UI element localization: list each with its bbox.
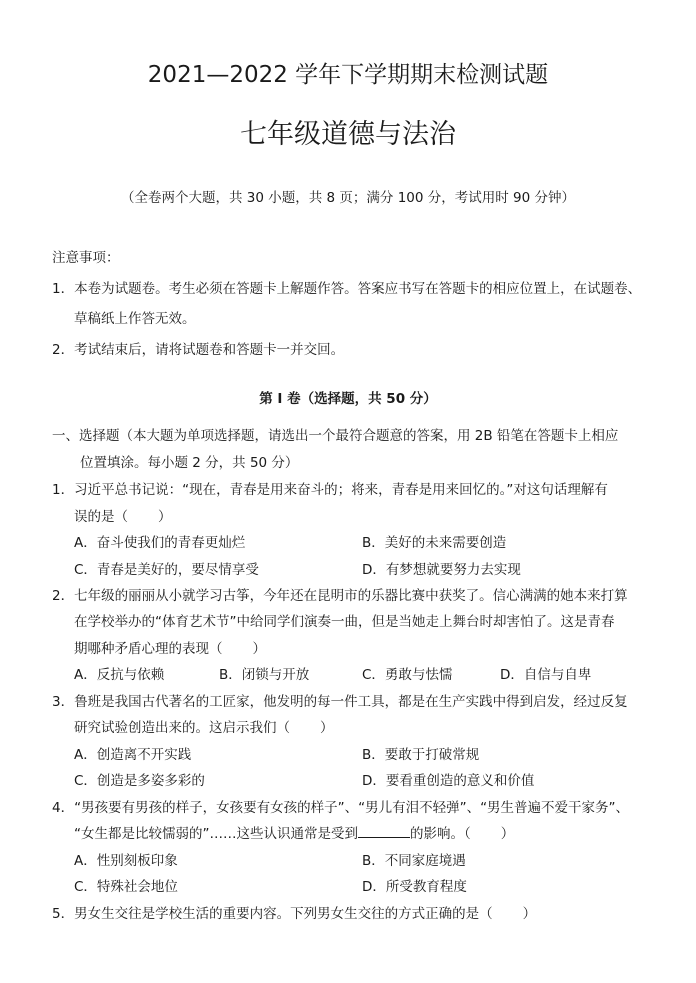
question-4-option-d: D．所受教育程度 xyxy=(362,879,467,895)
question-4-option-b: B．不同家庭境遇 xyxy=(362,853,466,869)
question-2-option-a: A．反抗与依赖 xyxy=(74,667,165,683)
question-2-paren-close: ） xyxy=(252,641,266,657)
exam-subject: 七年级道德与法治 xyxy=(240,119,456,150)
question-1-option-a: A．奋斗使我们的青春更灿烂 xyxy=(74,535,246,551)
question-3-option-a: A．创造离不开实践 xyxy=(74,747,192,763)
question-4-option-a: A．性别刻板印象 xyxy=(74,853,178,869)
question-4-line-2 xyxy=(74,822,514,842)
notes-heading: 注意事项： xyxy=(52,250,120,266)
question-3-line-1: 3．鲁班是我国古代著名的工匠家，他发明的每一件工具，都是在生产实践中得到启发，经过反复 xyxy=(52,694,628,710)
question-5-line-1 xyxy=(52,902,536,922)
question-3-option-d: D．要看重创造的意义和价值 xyxy=(362,773,535,789)
exam-info: （全卷两个大题，共 30 小题，共 8 页；满分 100 分，考试用时 90 分钟） xyxy=(120,190,576,206)
note-item-2: 2．考试结束后，请将试题卷和答题卡一并交回。 xyxy=(52,342,345,358)
note-item-1-line-2: 草稿纸上作答无效。 xyxy=(74,311,196,327)
question-3-option-b: B．要敢于打破常规 xyxy=(362,747,480,763)
exam-title: 2021—2022 学年下学期期末检测试题 xyxy=(147,62,549,88)
question-2-option-c: C．勇敢与怯懦 xyxy=(362,667,453,683)
question-3-paren-close: ） xyxy=(320,720,334,736)
answer-blank xyxy=(358,824,410,838)
question-1-line-1: 1．习近平总书记说：“现在，青春是用来奋斗的；将来，青春是用来回忆的。”对这句话理解有 xyxy=(52,482,608,498)
question-1-option-c: C．青春是美好的，要尽情享受 xyxy=(74,562,259,578)
question-4-stem: “女生都是比较懦弱的”……这些认识通常是受到 xyxy=(74,826,358,842)
question-4-paren-close: ） xyxy=(500,826,515,842)
question-4-stem-end: 的影响。（ xyxy=(410,826,471,842)
question-1-option-d: D．有梦想就要努力去实现 xyxy=(362,562,521,578)
question-2-line-3 xyxy=(74,637,266,657)
question-2-line-2: 在学校举办的“体育艺术节”中给同学们演奏一曲，但是当她走上舞台时却害怕了。这是青春 xyxy=(74,614,615,630)
section-intro-line-1: 一、选择题（本大题为单项选择题，请选出一个最符合题意的答案，用 2B 铅笔在答题卡上相应 xyxy=(52,428,619,444)
question-3-line-2 xyxy=(74,716,334,736)
question-2-option-b: B．闭锁与开放 xyxy=(219,667,310,683)
question-1-line-2 xyxy=(74,505,172,525)
question-5-paren-close: ） xyxy=(522,906,537,922)
question-4-option-c: C．特殊社会地位 xyxy=(74,879,178,895)
question-1-paren-close: ） xyxy=(158,509,172,525)
note-item-1-line-1: 1．本卷为试题卷。考生必须在答题卡上解题作答。答案应书写在答题卡的相应位置上，在试题卷、 xyxy=(52,281,642,297)
question-5-stem: 5．男女生交往是学校生活的重要内容。下列男女生交往的方式正确的是（ xyxy=(52,906,493,922)
question-2-option-d: D．自信与自卑 xyxy=(500,667,592,683)
question-1-option-b: B．美好的未来需要创造 xyxy=(362,535,507,551)
question-3-stem-end: 研究试验创造出来的。这启示我们（ xyxy=(74,720,290,736)
question-2-stem-end: 期哪种矛盾心理的表现（ xyxy=(74,641,223,657)
section-intro-line-2: 位置填涂。每小题 2 分，共 50 分） xyxy=(80,455,299,471)
question-2-line-1: 2．七年级的丽丽从小就学习古筝，今年还在昆明市的乐器比赛中获奖了。信心满满的她本来打算 xyxy=(52,588,628,604)
question-1-stem-end: 误的是（ xyxy=(74,509,128,525)
question-3-option-c: C．创造是多姿多彩的 xyxy=(74,773,205,789)
question-4-line-1: 4．“男孩要有男孩的样子，女孩要有女孩的样子”、“男儿有泪不轻弹”、“男生普遍不爱干家务”、 xyxy=(52,800,630,816)
section-title: 第 I 卷（选择题，共 50 分） xyxy=(259,391,437,407)
